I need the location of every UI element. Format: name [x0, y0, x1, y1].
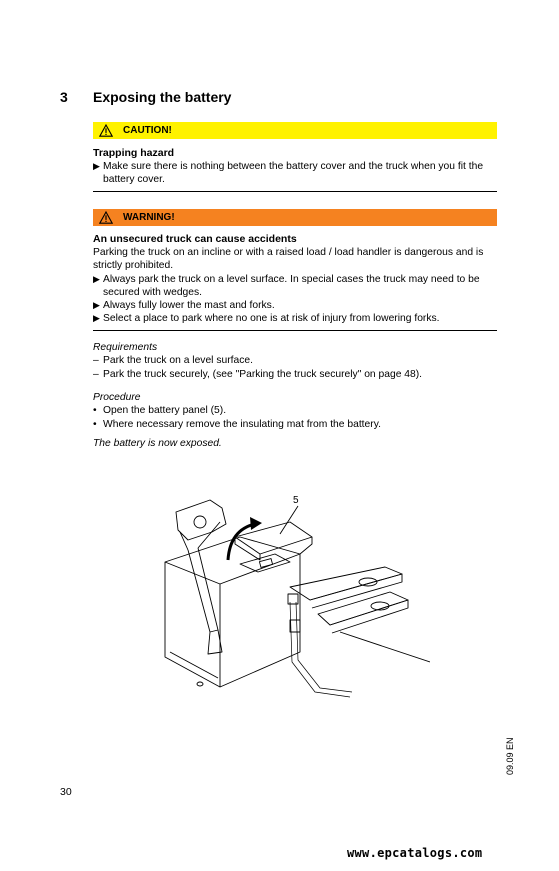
procedure-section [93, 391, 497, 450]
warning-bullet: ▶ Always park the truck on a level surface. In special cases the truck may need to be secured with wedges. [93, 273, 480, 298]
pallet-truck-illustration [140, 492, 430, 717]
warning-notice [93, 209, 497, 331]
caution-heading: Trapping hazard [93, 147, 175, 159]
caution-label: CAUTION! [123, 125, 172, 136]
triangle-bullet-icon: ▶ [93, 313, 100, 324]
warning-triangle-icon [99, 124, 113, 137]
section-title: Exposing the battery [93, 89, 232, 105]
requirements-section [93, 341, 497, 381]
procedure-title: Procedure [93, 392, 141, 403]
warning-heading: An unsecured truck can cause accidents [93, 233, 297, 245]
warning-intro: Parking the truck on an incline or with a raised load / load handler is dangerous and is strictly prohibited. [93, 247, 484, 272]
requirements-title: Requirements [93, 342, 158, 353]
triangle-bullet-icon: ▶ [93, 300, 100, 311]
procedure-result: The battery is now exposed. [93, 437, 222, 449]
list-item: – Park the truck on a level surface. [93, 355, 253, 367]
warning-triangle-icon [99, 211, 113, 224]
warning-banner [93, 209, 497, 226]
warning-bullet: ▶ Always fully lower the mast and forks. [93, 300, 275, 312]
triangle-bullet-icon: ▶ [93, 161, 100, 171]
divider [93, 191, 497, 192]
watermark: www.epcatalogs.com [347, 846, 483, 860]
list-item: • Where necessary remove the insulating mat from the battery. [93, 418, 381, 430]
triangle-bullet-icon: ▶ [93, 273, 100, 284]
warning-bullet: ▶ Select a place to park where no one is at risk of injury from lowering forks. [93, 313, 440, 325]
list-item: – Park the truck securely, (see "Parking the truck securely" on page 48). [93, 368, 423, 380]
warning-label: WARNING! [123, 212, 175, 223]
caution-notice [93, 122, 497, 192]
caution-bullet: ▶ Make sure there is nothing between the battery cover and the truck when you fit the battery cover. [93, 161, 484, 186]
document-code: 09.09 EN [505, 737, 515, 775]
caution-banner [93, 122, 497, 139]
divider [93, 330, 497, 331]
page-number: 30 [60, 786, 72, 798]
list-item: • Open the battery panel (5). [93, 405, 227, 417]
section-number: 3 [60, 89, 68, 105]
figure-callout: 5 [293, 495, 299, 506]
